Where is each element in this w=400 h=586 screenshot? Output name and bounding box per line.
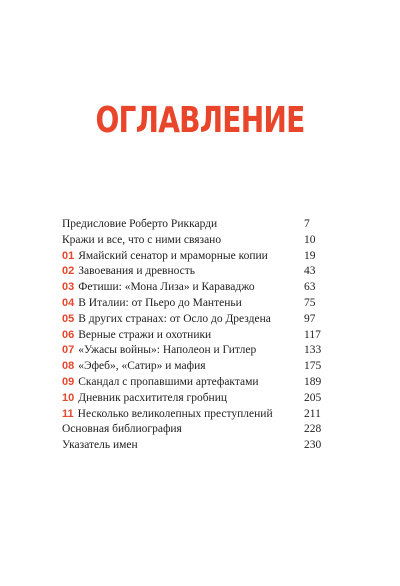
chapter-number: 01 [62, 249, 75, 262]
chapter-number: 10 [62, 391, 75, 404]
chapter-title: Фетиши: «Мона Лиза» и Караваджо [78, 281, 255, 294]
chapter-title: «Ужасы войны»: Наполеон и Гитлер [78, 344, 257, 357]
chapter-title: Основная библиография [62, 423, 182, 436]
page-number: 230 [304, 439, 322, 452]
toc-entry [62, 249, 332, 265]
toc-entry-label [62, 375, 304, 391]
toc-entry-label [62, 280, 304, 296]
toc-entry-label [62, 312, 304, 328]
toc-entry-label [62, 249, 304, 265]
toc-entry [62, 280, 332, 296]
toc-entry [62, 328, 332, 344]
toc-entry [62, 296, 332, 312]
toc-entry-label [62, 407, 304, 423]
toc-entry-label [62, 422, 304, 438]
toc-entry [62, 407, 332, 423]
chapter-title: Верные стражи и охотники [78, 328, 212, 341]
chapter-number: 02 [62, 265, 75, 278]
chapter-number: 05 [62, 312, 75, 325]
toc-entry-label [62, 328, 304, 344]
chapter-title: Предисловие Роберто Риккарди [62, 218, 218, 230]
toc-entry-label [62, 233, 304, 249]
chapter-title: В других странах: от Осло до Дрездена [78, 312, 271, 325]
chapter-number: 09 [62, 375, 75, 388]
page-number: 10 [304, 233, 316, 246]
toc-entry [62, 233, 332, 249]
chapter-title: В Италии: от Пьеро до Мантеньи [78, 296, 242, 309]
chapter-number: 04 [62, 296, 75, 309]
page-number: 189 [304, 375, 322, 388]
toc-entry [62, 422, 332, 438]
chapter-number: 11 [62, 407, 74, 420]
page-number: 228 [304, 423, 322, 436]
page-number: 63 [304, 281, 316, 294]
chapter-title: Скандал с пропавшими артефактами [78, 375, 259, 388]
toc-entry [62, 438, 332, 454]
page-number: 7 [304, 218, 310, 230]
toc-entry-label [62, 391, 304, 407]
toc-entry [62, 359, 332, 375]
chapter-title: Ямайский сенатор и мраморные копии [78, 249, 268, 262]
toc-entry-label [62, 264, 304, 280]
toc-entry [62, 264, 332, 280]
toc-entry-label [62, 296, 304, 312]
toc-entry-label [62, 438, 304, 454]
toc-entry [62, 391, 332, 407]
page-number: 205 [304, 391, 322, 404]
page-number: 75 [304, 296, 316, 309]
toc-entry-label [62, 359, 304, 375]
toc-entry [62, 217, 332, 233]
chapter-title: «Эфеб», «Сатир» и мафия [78, 360, 206, 373]
chapter-number: 07 [62, 344, 75, 357]
page-number: 19 [304, 249, 316, 262]
toc-entry [62, 343, 332, 359]
page-title: ОГЛАВЛЕНИЕ [95, 100, 305, 141]
page-number: 97 [304, 312, 316, 325]
chapter-title: Кражи и все, что с ними связано [62, 233, 222, 246]
page-number: 117 [304, 328, 321, 341]
chapter-title: Указатель имен [62, 439, 138, 452]
page-number: 43 [304, 265, 316, 278]
toc-entry [62, 375, 332, 391]
chapter-number: 08 [62, 360, 75, 373]
toc-entry [62, 312, 332, 328]
chapter-number: 03 [62, 281, 75, 294]
table-of-contents [62, 217, 332, 454]
chapter-title: Несколько великолепных преступлений [77, 407, 273, 420]
page-number: 133 [304, 344, 322, 357]
chapter-title: Завоевания и древность [78, 265, 196, 278]
page-number: 175 [304, 360, 322, 373]
page-number: 211 [304, 407, 321, 420]
toc-entry-label [62, 343, 304, 359]
chapter-number: 06 [62, 328, 75, 341]
chapter-title: Дневник расхитителя гробниц [78, 391, 228, 404]
toc-entry-label [62, 217, 304, 233]
